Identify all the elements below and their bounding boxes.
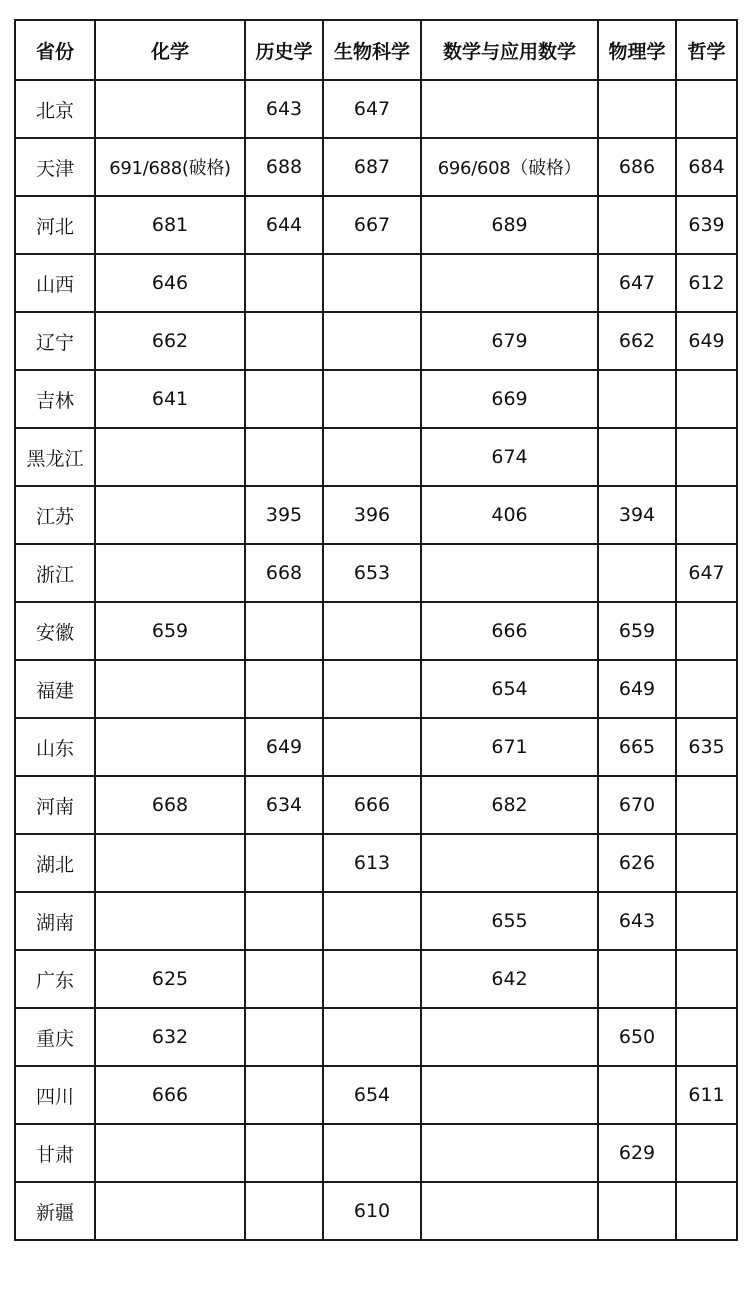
province-cell: 安徽 bbox=[15, 602, 95, 660]
biology-cell bbox=[323, 892, 421, 950]
chemistry-cell: 666 bbox=[95, 1066, 245, 1124]
table-row bbox=[15, 776, 737, 834]
table-row bbox=[15, 718, 737, 776]
table-row bbox=[15, 950, 737, 1008]
province-cell: 广东 bbox=[15, 950, 95, 1008]
mathematics-cell: 674 bbox=[421, 428, 598, 486]
history-cell: 643 bbox=[245, 80, 323, 138]
province-cell: 辽宁 bbox=[15, 312, 95, 370]
chemistry-cell: 625 bbox=[95, 950, 245, 1008]
mathematics-cell: 679 bbox=[421, 312, 598, 370]
biology-cell bbox=[323, 312, 421, 370]
philosophy-cell bbox=[676, 602, 737, 660]
province-cell: 浙江 bbox=[15, 544, 95, 602]
mathematics-cell: 642 bbox=[421, 950, 598, 1008]
biology-cell: 666 bbox=[323, 776, 421, 834]
province-cell: 北京 bbox=[15, 80, 95, 138]
history-cell: 395 bbox=[245, 486, 323, 544]
physics-cell: 647 bbox=[598, 254, 676, 312]
table-row bbox=[15, 834, 737, 892]
header-chemistry: 化学 bbox=[95, 20, 245, 80]
table-row bbox=[15, 80, 737, 138]
philosophy-cell bbox=[676, 1008, 737, 1066]
philosophy-cell bbox=[676, 950, 737, 1008]
score-table bbox=[14, 19, 738, 1241]
physics-cell bbox=[598, 428, 676, 486]
chemistry-cell bbox=[95, 1124, 245, 1182]
physics-cell: 394 bbox=[598, 486, 676, 544]
history-cell bbox=[245, 1066, 323, 1124]
philosophy-cell: 649 bbox=[676, 312, 737, 370]
chemistry-cell bbox=[95, 1182, 245, 1240]
philosophy-cell bbox=[676, 776, 737, 834]
physics-cell bbox=[598, 950, 676, 1008]
philosophy-cell bbox=[676, 1182, 737, 1240]
mathematics-cell: 406 bbox=[421, 486, 598, 544]
mathematics-cell: 654 bbox=[421, 660, 598, 718]
biology-cell: 610 bbox=[323, 1182, 421, 1240]
philosophy-cell: 635 bbox=[676, 718, 737, 776]
table-row bbox=[15, 428, 737, 486]
mathematics-cell: 671 bbox=[421, 718, 598, 776]
province-cell: 湖南 bbox=[15, 892, 95, 950]
chemistry-cell: 691/688(破格) bbox=[95, 138, 245, 196]
chemistry-cell bbox=[95, 834, 245, 892]
physics-cell bbox=[598, 1066, 676, 1124]
mathematics-cell bbox=[421, 834, 598, 892]
province-cell: 湖北 bbox=[15, 834, 95, 892]
biology-cell bbox=[323, 602, 421, 660]
physics-cell: 659 bbox=[598, 602, 676, 660]
history-cell: 649 bbox=[245, 718, 323, 776]
physics-cell bbox=[598, 196, 676, 254]
philosophy-cell bbox=[676, 370, 737, 428]
table-row bbox=[15, 544, 737, 602]
province-cell: 河南 bbox=[15, 776, 95, 834]
history-cell bbox=[245, 254, 323, 312]
mathematics-cell: 669 bbox=[421, 370, 598, 428]
history-cell bbox=[245, 892, 323, 950]
physics-cell bbox=[598, 80, 676, 138]
province-cell: 江苏 bbox=[15, 486, 95, 544]
philosophy-cell bbox=[676, 428, 737, 486]
physics-cell bbox=[598, 544, 676, 602]
header-mathematics: 数学与应用数学 bbox=[421, 20, 598, 80]
philosophy-cell bbox=[676, 80, 737, 138]
physics-cell: 662 bbox=[598, 312, 676, 370]
chemistry-cell bbox=[95, 544, 245, 602]
province-cell: 新疆 bbox=[15, 1182, 95, 1240]
table-row bbox=[15, 1008, 737, 1066]
biology-cell: 396 bbox=[323, 486, 421, 544]
history-cell bbox=[245, 312, 323, 370]
chemistry-cell bbox=[95, 428, 245, 486]
history-cell bbox=[245, 1124, 323, 1182]
table-row bbox=[15, 370, 737, 428]
mathematics-cell: 696/608（破格） bbox=[421, 138, 598, 196]
biology-cell: 613 bbox=[323, 834, 421, 892]
physics-cell: 686 bbox=[598, 138, 676, 196]
header-philosophy: 哲学 bbox=[676, 20, 737, 80]
physics-cell: 626 bbox=[598, 834, 676, 892]
physics-cell: 649 bbox=[598, 660, 676, 718]
physics-cell bbox=[598, 1182, 676, 1240]
history-cell bbox=[245, 370, 323, 428]
biology-cell bbox=[323, 370, 421, 428]
mathematics-cell bbox=[421, 1008, 598, 1066]
biology-cell: 647 bbox=[323, 80, 421, 138]
mathematics-cell bbox=[421, 1124, 598, 1182]
philosophy-cell bbox=[676, 892, 737, 950]
header-province: 省份 bbox=[15, 20, 95, 80]
biology-cell: 654 bbox=[323, 1066, 421, 1124]
biology-cell: 667 bbox=[323, 196, 421, 254]
mathematics-cell bbox=[421, 1182, 598, 1240]
physics-cell: 643 bbox=[598, 892, 676, 950]
philosophy-cell: 611 bbox=[676, 1066, 737, 1124]
philosophy-cell: 639 bbox=[676, 196, 737, 254]
physics-cell: 650 bbox=[598, 1008, 676, 1066]
table-row bbox=[15, 1124, 737, 1182]
chemistry-cell bbox=[95, 892, 245, 950]
table-row bbox=[15, 660, 737, 718]
table-row bbox=[15, 892, 737, 950]
philosophy-cell bbox=[676, 834, 737, 892]
chemistry-cell bbox=[95, 660, 245, 718]
history-cell: 634 bbox=[245, 776, 323, 834]
history-cell: 688 bbox=[245, 138, 323, 196]
province-cell: 福建 bbox=[15, 660, 95, 718]
chemistry-cell: 632 bbox=[95, 1008, 245, 1066]
table-row bbox=[15, 1066, 737, 1124]
philosophy-cell bbox=[676, 1124, 737, 1182]
chemistry-cell: 641 bbox=[95, 370, 245, 428]
table-row bbox=[15, 602, 737, 660]
history-cell bbox=[245, 834, 323, 892]
chemistry-cell: 681 bbox=[95, 196, 245, 254]
biology-cell bbox=[323, 718, 421, 776]
biology-cell bbox=[323, 1008, 421, 1066]
biology-cell bbox=[323, 428, 421, 486]
province-cell: 甘肃 bbox=[15, 1124, 95, 1182]
biology-cell bbox=[323, 254, 421, 312]
philosophy-cell bbox=[676, 486, 737, 544]
chemistry-cell bbox=[95, 718, 245, 776]
chemistry-cell: 659 bbox=[95, 602, 245, 660]
history-cell: 668 bbox=[245, 544, 323, 602]
province-cell: 四川 bbox=[15, 1066, 95, 1124]
header-biology: 生物科学 bbox=[323, 20, 421, 80]
province-cell: 山西 bbox=[15, 254, 95, 312]
table-row bbox=[15, 196, 737, 254]
chemistry-cell: 668 bbox=[95, 776, 245, 834]
province-cell: 黑龙江 bbox=[15, 428, 95, 486]
philosophy-cell: 684 bbox=[676, 138, 737, 196]
chemistry-cell: 662 bbox=[95, 312, 245, 370]
physics-cell: 665 bbox=[598, 718, 676, 776]
history-cell bbox=[245, 660, 323, 718]
history-cell bbox=[245, 1008, 323, 1066]
province-cell: 天津 bbox=[15, 138, 95, 196]
biology-cell: 687 bbox=[323, 138, 421, 196]
province-cell: 河北 bbox=[15, 196, 95, 254]
table-row bbox=[15, 486, 737, 544]
province-cell: 重庆 bbox=[15, 1008, 95, 1066]
mathematics-cell bbox=[421, 80, 598, 138]
mathematics-cell bbox=[421, 254, 598, 312]
header-physics: 物理学 bbox=[598, 20, 676, 80]
table-header-row bbox=[15, 20, 737, 80]
history-cell bbox=[245, 428, 323, 486]
biology-cell bbox=[323, 1124, 421, 1182]
biology-cell bbox=[323, 950, 421, 1008]
chemistry-cell: 646 bbox=[95, 254, 245, 312]
history-cell bbox=[245, 602, 323, 660]
physics-cell: 629 bbox=[598, 1124, 676, 1182]
history-cell bbox=[245, 950, 323, 1008]
chemistry-cell bbox=[95, 80, 245, 138]
mathematics-cell: 689 bbox=[421, 196, 598, 254]
mathematics-cell: 666 bbox=[421, 602, 598, 660]
biology-cell bbox=[323, 660, 421, 718]
biology-cell: 653 bbox=[323, 544, 421, 602]
chemistry-cell bbox=[95, 486, 245, 544]
philosophy-cell: 647 bbox=[676, 544, 737, 602]
header-history: 历史学 bbox=[245, 20, 323, 80]
table-row bbox=[15, 312, 737, 370]
physics-cell bbox=[598, 370, 676, 428]
table-row bbox=[15, 254, 737, 312]
table-row bbox=[15, 138, 737, 196]
mathematics-cell: 682 bbox=[421, 776, 598, 834]
table-row bbox=[15, 1182, 737, 1240]
mathematics-cell bbox=[421, 544, 598, 602]
physics-cell: 670 bbox=[598, 776, 676, 834]
province-cell: 山东 bbox=[15, 718, 95, 776]
history-cell: 644 bbox=[245, 196, 323, 254]
philosophy-cell bbox=[676, 660, 737, 718]
mathematics-cell: 655 bbox=[421, 892, 598, 950]
philosophy-cell: 612 bbox=[676, 254, 737, 312]
province-cell: 吉林 bbox=[15, 370, 95, 428]
mathematics-cell bbox=[421, 1066, 598, 1124]
history-cell bbox=[245, 1182, 323, 1240]
